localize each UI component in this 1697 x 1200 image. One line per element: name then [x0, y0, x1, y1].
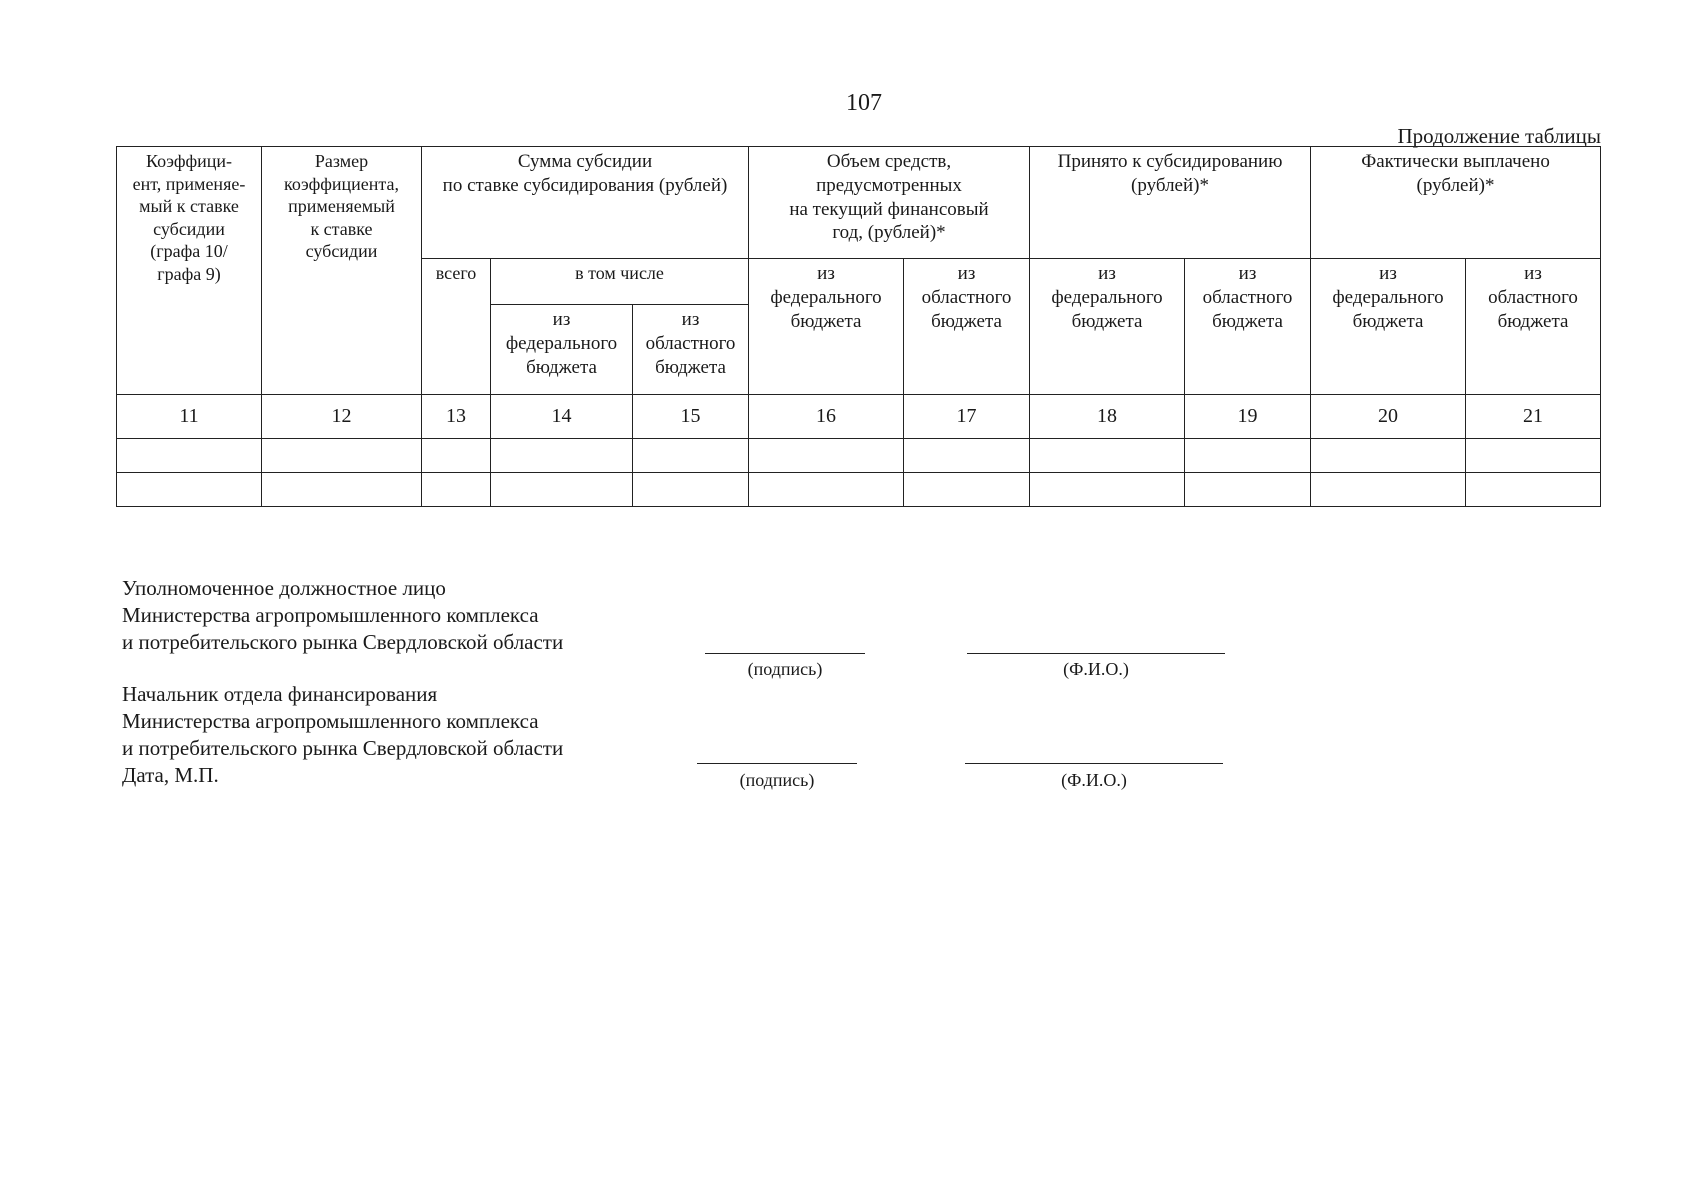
empty-cell [1030, 473, 1185, 507]
column-number: 20 [1311, 395, 1466, 439]
empty-cell [1311, 439, 1466, 473]
column-number: 19 [1185, 395, 1311, 439]
empty-cell [1466, 439, 1601, 473]
blank-row [117, 473, 1601, 507]
signatory-2-line: Начальник отдела финансирования [122, 682, 438, 706]
empty-cell [422, 473, 491, 507]
header-subsidy-sum: Сумма субсидии по ставке субсидирования (рублей) [422, 147, 749, 259]
column-number: 13 [422, 395, 491, 439]
signatory-1-line: и потребительского рынка Свердловской области [122, 630, 564, 654]
signatory-2-line: Дата, М.П. [122, 763, 219, 787]
signatory-2-line: Министерства агропромышленного комплекса [122, 709, 539, 733]
column-number: 21 [1466, 395, 1601, 439]
header-paid: Фактически выплачено (рублей)* [1311, 147, 1601, 259]
signature-2-caption: (подпись) [739, 770, 815, 790]
signatory-2-title [122, 681, 563, 789]
header-paid-regional: из областного бюджета [1466, 259, 1601, 395]
empty-cell [633, 473, 749, 507]
header-row-1 [117, 147, 1601, 259]
signature-1-line [705, 653, 865, 654]
empty-cell [633, 439, 749, 473]
name-1-caption: (Ф.И.О.) [1063, 659, 1129, 679]
empty-cell [749, 439, 904, 473]
header-sum-federal: из федерального бюджета [491, 305, 633, 395]
continuation-label: Продолжение таблицы [1397, 124, 1601, 148]
name-1-line [967, 653, 1225, 654]
name-2-caption: (Ф.И.О.) [1061, 770, 1127, 790]
column-number: 12 [262, 395, 422, 439]
empty-cell [117, 473, 262, 507]
empty-cell [117, 439, 262, 473]
header-accepted: Принято к субсидированию (рублей)* [1030, 147, 1311, 259]
header-sum-regional: из областного бюджета [633, 305, 749, 395]
empty-cell [1185, 439, 1311, 473]
column-number: 17 [904, 395, 1030, 439]
column-number: 15 [633, 395, 749, 439]
header-paid-federal: из федерального бюджета [1311, 259, 1466, 395]
empty-cell [1311, 473, 1466, 507]
empty-cell [491, 473, 633, 507]
header-accepted-federal: из федерального бюджета [1030, 259, 1185, 395]
empty-cell [1030, 439, 1185, 473]
empty-cell [262, 439, 422, 473]
header-including: в том числе [491, 259, 749, 305]
column-number: 18 [1030, 395, 1185, 439]
column-number: 16 [749, 395, 904, 439]
column-number-row [117, 395, 1601, 439]
header-funds-regional: из областного бюджета [904, 259, 1030, 395]
column-number: 11 [117, 395, 262, 439]
empty-cell [491, 439, 633, 473]
header-funds-volume: Объем средств, предусмотренных на текущий финансовый год, (рублей)* [749, 147, 1030, 259]
header-coefficient-size: Размер коэффициента, применяемый к ставке субсидии [262, 147, 422, 395]
signatory-1-line: Уполномоченное должностное лицо [122, 576, 446, 600]
header-coefficient: Коэффици- ент, применяе- мый к ставке субсидии (графа 10/ графа 9) [117, 147, 262, 395]
empty-cell [1466, 473, 1601, 507]
empty-cell [1185, 473, 1311, 507]
signature-1-caption: (подпись) [747, 659, 823, 679]
signatory-1-line: Министерства агропромышленного комплекса [122, 603, 539, 627]
header-accepted-regional: из областного бюджета [1185, 259, 1311, 395]
empty-cell [904, 473, 1030, 507]
signatory-1-title [122, 575, 563, 656]
page-number: 107 [846, 90, 882, 116]
subsidy-table [116, 146, 1601, 507]
header-funds-federal: из федерального бюджета [749, 259, 904, 395]
name-2-line [965, 763, 1223, 764]
signatory-2-line: и потребительского рынка Свердловской области [122, 736, 564, 760]
empty-cell [904, 439, 1030, 473]
signature-2-line [697, 763, 857, 764]
empty-cell [422, 439, 491, 473]
empty-cell [262, 473, 422, 507]
header-total: всего [422, 259, 491, 395]
empty-cell [749, 473, 904, 507]
blank-row [117, 439, 1601, 473]
column-number: 14 [491, 395, 633, 439]
